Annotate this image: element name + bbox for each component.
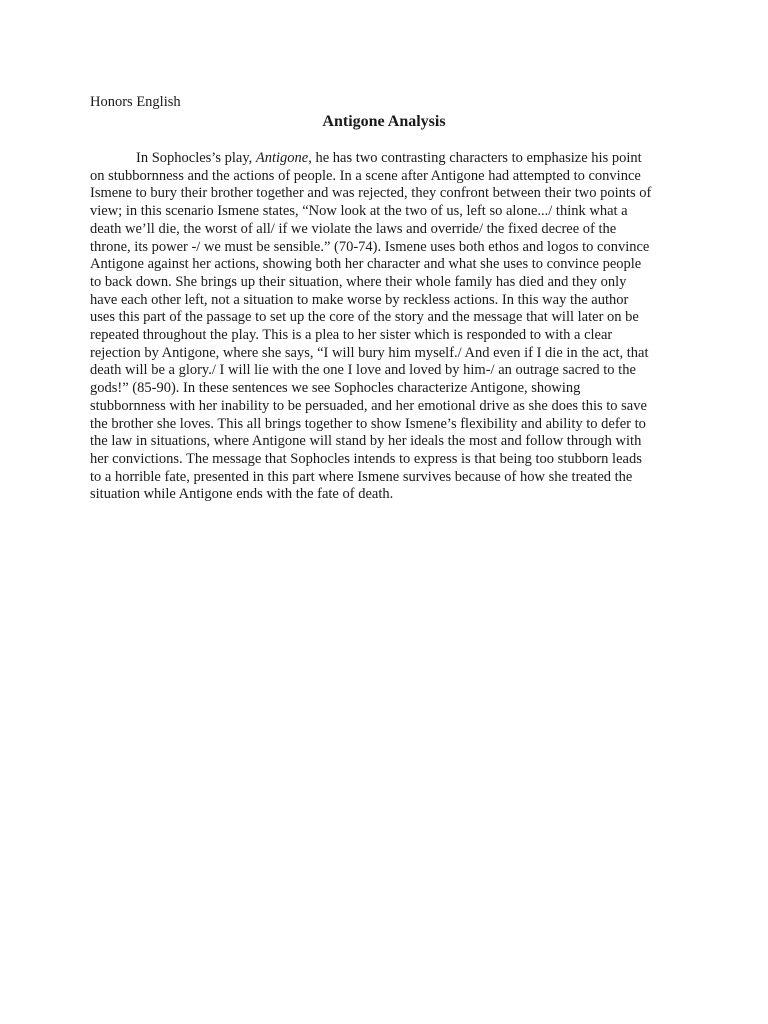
paragraph-line: view; in this scenario Ismene states, “Now look at the two of us, left so alone.../ think what a (90, 203, 628, 220)
paragraph-line: uses this part of the passage to set up the core of the story and the message that will later on be (90, 309, 639, 326)
line-text-start: In Sophocles’s play, (136, 150, 256, 166)
paragraph-line: rejection by Antigone, where she says, “I will bury him myself./ And even if I die in the act, that (90, 344, 649, 361)
paragraph-line (90, 150, 680, 168)
paragraph-line: have each other left, not a situation to make worse by reckless actions. In this way the author (90, 291, 629, 308)
paragraph-line: to back down. She brings up their situation, where their whole family has died and they only (90, 273, 627, 290)
line-text-end: , he has two contrasting characters to emphasize his point (308, 150, 642, 166)
paragraph-line: repeated throughout the play. This is a plea to her sister which is responded to with a clear (90, 327, 613, 344)
paragraph-line: gods!” (85-90). In these sentences we see Sophocles characterize Antigone, showing (90, 380, 581, 397)
paragraph-line: Ismene to bury their brother together and was rejected, they confront between their two points of (90, 185, 652, 202)
paragraph-line: throne, its power -/ we must be sensible.” (70-74). Ismene uses both ethos and logos to convince (90, 238, 650, 255)
paragraph-line: situation while Antigone ends with the fate of death. (90, 486, 394, 503)
paragraph-line: her convictions. The message that Sophocles intends to express is that being too stubborn leads (90, 450, 642, 467)
paragraph-line: Antigone against her actions, showing both her character and what she uses to convince people (90, 256, 642, 273)
paragraph-line: death will be a glory./ I will lie with the one I love and loved by him-/ an outrage sacred to the (90, 362, 636, 379)
document-title: Antigone Analysis (322, 113, 446, 130)
paragraph-line: death we’ll die, the worst of all/ if we violate the laws and override/ the fixed decree of the (90, 220, 617, 237)
paragraph-line: the brother she loves. This all brings together to show Ismene’s flexibility and ability to defer to (90, 415, 646, 432)
paragraph-line: the law in situations, where Antigone will stand by her ideals the most and follow through with (90, 433, 642, 450)
paragraph-line: on stubbornness and the actions of people. In a scene after Antigone had attempted to convince (90, 167, 641, 184)
analysis-paragraph (90, 150, 680, 504)
course-label: Honors English (90, 94, 181, 110)
paragraph-line: to a horrible fate, presented in this part where Ismene survives because of how she treated the (90, 468, 633, 485)
paragraph-line: stubbornness with her inability to be persuaded, and her emotional drive as she does this to save (90, 397, 647, 414)
play-title-italic: Antigone (255, 150, 309, 166)
